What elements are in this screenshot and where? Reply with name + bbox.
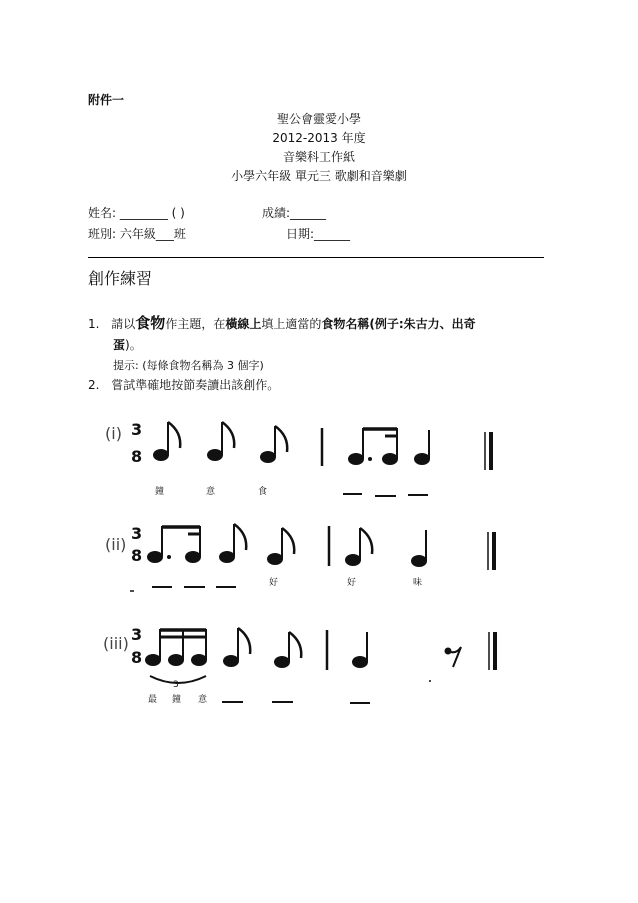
class-field: 班別: 六年級___班 — [88, 227, 186, 241]
example-text-end: 蛋 — [113, 338, 126, 352]
item-number: 2. — [88, 378, 100, 392]
note-head — [382, 453, 398, 465]
lyric: 好 — [269, 578, 279, 588]
note-flag — [222, 422, 234, 448]
text-segment: 作主題，在 — [165, 317, 226, 331]
time-sig-top: 3 — [131, 625, 143, 644]
lyric: 食 — [258, 487, 268, 497]
lyric: 味 — [413, 578, 423, 588]
note-head — [267, 553, 283, 565]
time-sig-bottom: 8 — [131, 546, 143, 565]
text-segment: )。 — [125, 338, 142, 352]
note-dot — [368, 457, 372, 461]
lyric: 鐘 — [155, 487, 165, 497]
note-head — [345, 554, 361, 566]
note-head — [207, 449, 223, 461]
stray-dot — [429, 680, 431, 682]
item-number: 1. — [88, 317, 100, 331]
note-flag — [282, 528, 294, 554]
school-year: 2012-2013 年度 — [272, 131, 366, 145]
emphasis-line: 橫線上 — [225, 317, 262, 331]
line-label-i: (i) — [105, 424, 122, 443]
section-title: 創作練習 — [88, 269, 153, 288]
note-flag — [234, 524, 246, 550]
note-head — [153, 449, 169, 461]
note-head — [147, 551, 163, 563]
note-head — [274, 656, 290, 668]
emphasis-food: 食物 — [135, 314, 166, 332]
note-head — [223, 655, 239, 667]
date-field: 日期:______ — [286, 227, 351, 241]
note-head — [348, 453, 364, 465]
name-field: 姓名: ________ ( ) — [88, 206, 185, 220]
note-head — [168, 654, 184, 666]
grade-field: 成績:______ — [262, 206, 327, 220]
appendix-label: 附件一 — [88, 93, 125, 107]
triplet-bracket — [150, 676, 206, 683]
time-sig-top: 3 — [131, 524, 143, 543]
time-sig-bottom: 8 — [131, 648, 143, 667]
unit-title: 小學六年級 單元三 歌劇和音樂劇 — [231, 169, 407, 183]
emphasis-food-name: 食物名稱 — [321, 317, 370, 331]
note-head — [185, 551, 201, 563]
text-segment: 嘗試準確地按節奏讀出該創作。 — [111, 378, 280, 392]
time-sig-top: 3 — [131, 420, 143, 439]
note-head — [411, 555, 427, 567]
lyric: 好 — [347, 578, 357, 588]
lyric: 意 — [198, 695, 208, 705]
note-flag — [168, 422, 180, 448]
text-segment: 填上適當的 — [261, 317, 322, 331]
note-dot — [167, 555, 171, 559]
line-label-ii: (ii) — [105, 535, 127, 554]
note-head — [260, 451, 276, 463]
worksheet-title: 音樂科工作紙 — [282, 150, 355, 164]
note-head — [145, 654, 161, 666]
time-sig-bottom: 8 — [131, 447, 143, 466]
note-flag — [360, 528, 372, 554]
note-flag — [238, 628, 250, 654]
hint-text: 提示: (每條食物名稱為 3 個字) — [113, 359, 264, 372]
example-text: (例子:朱古力、出奇 — [369, 317, 476, 331]
note-head — [414, 453, 430, 465]
school-name: 聖公會靈愛小學 — [276, 112, 361, 126]
note-head — [352, 656, 368, 668]
triplet-number: 3 — [173, 680, 179, 690]
note-flag — [289, 632, 301, 658]
lyric: 鐘 — [172, 695, 182, 705]
note-flag — [275, 426, 287, 452]
lyric: 意 — [206, 487, 216, 497]
lyric: 最 — [148, 695, 158, 705]
line-label-iii: (iii) — [103, 634, 129, 653]
note-head — [219, 551, 235, 563]
text-segment: 請以 — [111, 317, 136, 331]
note-head — [191, 654, 207, 666]
